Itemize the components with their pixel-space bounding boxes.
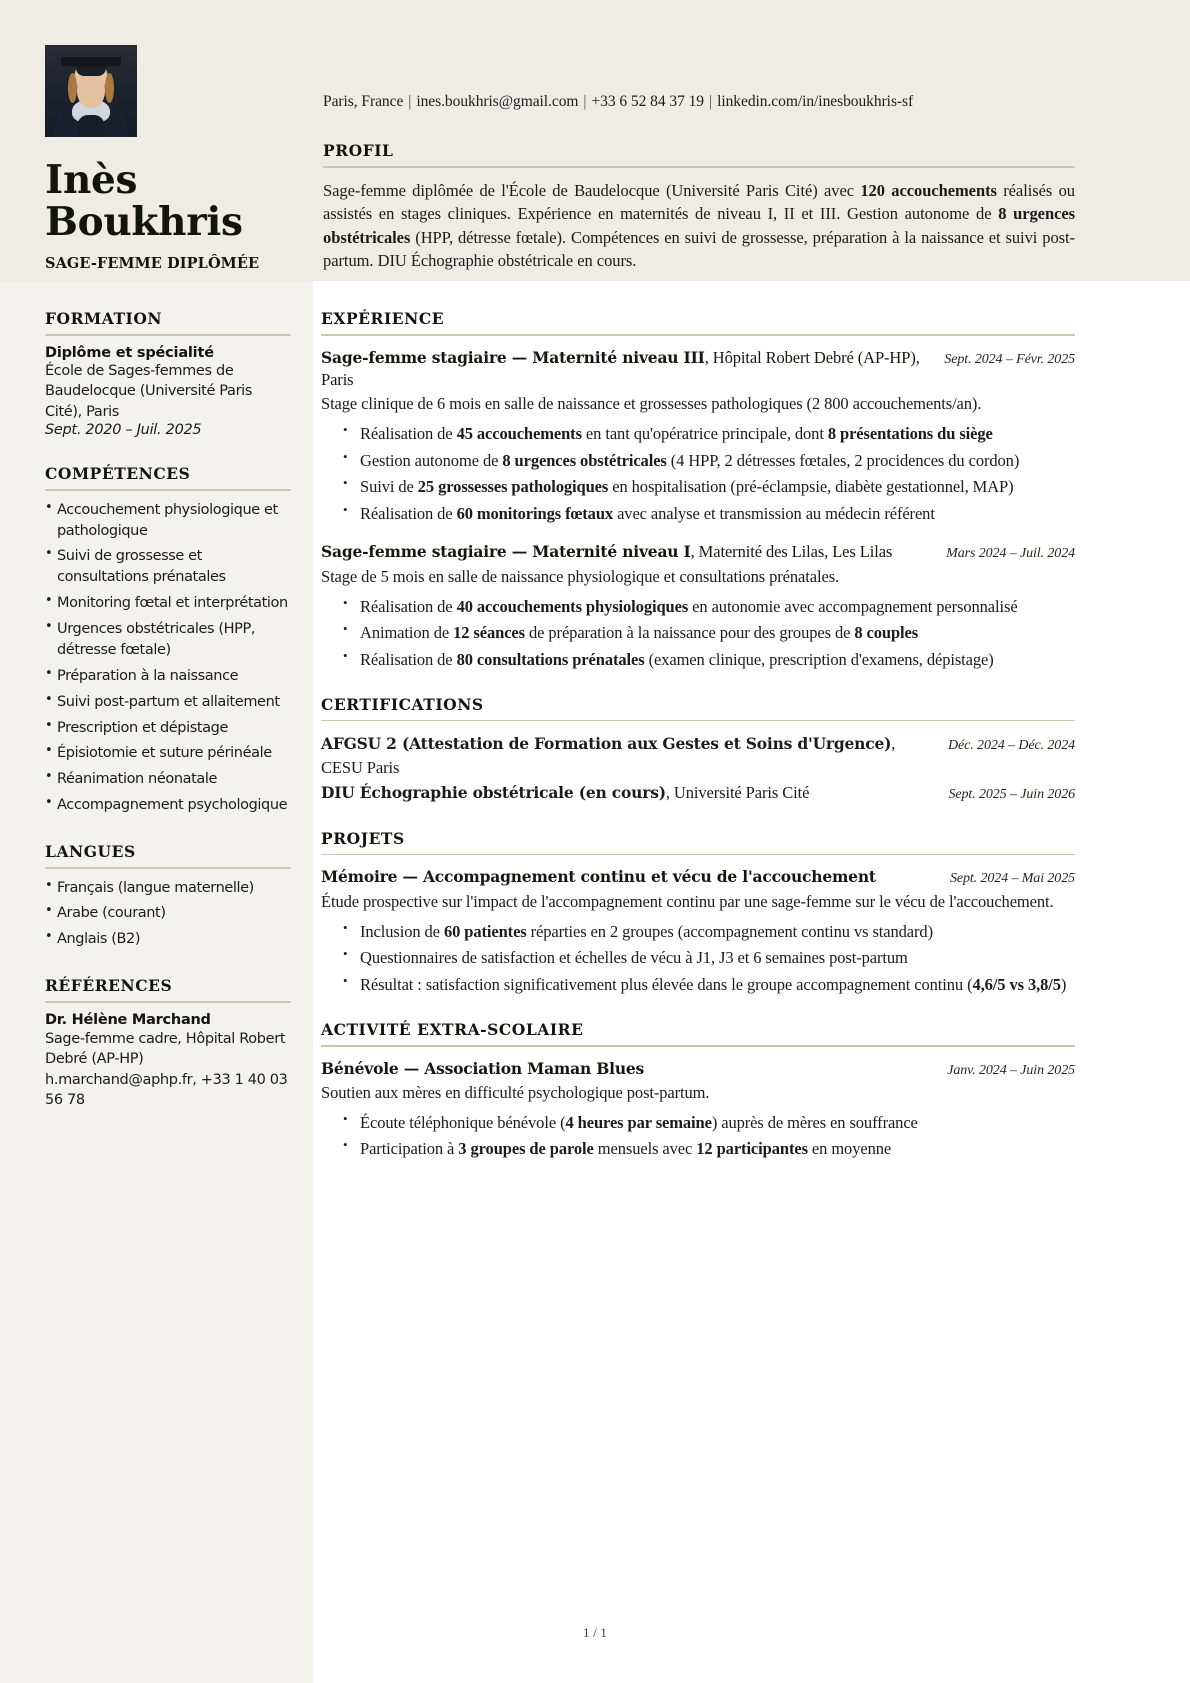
body-text: mensuels avec bbox=[593, 1139, 697, 1159]
contact-separator-2: | bbox=[583, 93, 587, 110]
list-item: • Suivi de grossesse et consultations prénatales bbox=[45, 546, 291, 588]
entry-date: Janv. 2024 – Juin 2025 bbox=[947, 1062, 1075, 1078]
person-role: SAGE-FEMME DIPLÔMÉE bbox=[45, 255, 260, 273]
bullet-item bbox=[343, 946, 1075, 969]
certifications-heading: CERTIFICATIONS bbox=[321, 694, 484, 714]
profile-photo bbox=[45, 45, 137, 137]
sidebar-section-competences bbox=[45, 464, 291, 816]
body-columns bbox=[0, 281, 1190, 1185]
emphasis-text: 120 accouchements bbox=[860, 180, 997, 200]
profile-heading: PROFIL bbox=[323, 141, 394, 160]
competences-heading: COMPÉTENCES bbox=[45, 464, 191, 484]
entry-summary: Étude prospective sur l'impact de l'accompagnement continu par une sage-femme sur le vécu de l'accouchement. bbox=[321, 891, 1054, 911]
body-text: (examen clinique, prescription d'examens, dépistage) bbox=[644, 649, 994, 669]
experience-heading: EXPÉRIENCE bbox=[321, 309, 445, 328]
contact-linkedin[interactable]: linkedin.com/in/inesboukhris-sf bbox=[717, 93, 914, 110]
emphasis-text: 40 accouchements physiologiques bbox=[456, 596, 689, 616]
bullet-item bbox=[343, 449, 1075, 472]
bullet-item bbox=[343, 1137, 1075, 1160]
certification-text bbox=[321, 732, 934, 779]
header-details bbox=[313, 0, 1190, 273]
extra-scolaire-heading: ACTIVITÉ EXTRA-SCOLAIRE bbox=[321, 1020, 584, 1040]
contact-location: Paris, France bbox=[323, 93, 404, 110]
formation-organization: École de Sages-femmes de Baudelocque (Université Paris Cité), Paris bbox=[45, 362, 253, 420]
body-text: (HPP, détresse fœtale). Compétences en suivi de grossesse, préparation à la naissance et suivi post-partum. DIU Échographie obstétricale en cours. bbox=[323, 227, 1075, 271]
certification-date: Sept. 2025 – Juin 2026 bbox=[948, 787, 1075, 803]
list-item: • Suivi post-partum et allaitement bbox=[45, 692, 291, 713]
entry-header bbox=[321, 866, 1075, 888]
body-text: en autonomie avec accompagnement personnalisé bbox=[688, 596, 1018, 616]
bullet-item bbox=[343, 973, 1075, 996]
entry-title-bold: Sage-femme stagiaire — Maternité niveau III bbox=[321, 347, 705, 367]
entry-bullet-list bbox=[321, 1111, 1075, 1161]
list-item: • Préparation à la naissance bbox=[45, 666, 291, 687]
reference-name: Dr. Hélène Marchand bbox=[45, 1011, 211, 1028]
emphasis-text: 4 heures par semaine bbox=[565, 1113, 712, 1133]
certification-organization: , CESU Paris bbox=[321, 734, 896, 777]
langues-divider bbox=[45, 867, 291, 869]
entry-date: Sept. 2024 – Mai 2025 bbox=[949, 871, 1075, 887]
entry-summary: Stage clinique de 6 mois en salle de naissance et grossesses pathologiques (2 800 accouchements/an). bbox=[321, 394, 982, 414]
entry-header bbox=[321, 347, 1075, 392]
entry-title-rest: , Hôpital Robert Debré (AP-HP), Paris bbox=[321, 347, 920, 389]
certification-row bbox=[321, 781, 1075, 804]
body-text: ) auprès de mères en souffrance bbox=[711, 1113, 918, 1133]
reference-contact: h.marchand@aphp.fr, +33 1 40 03 56 78 bbox=[45, 1071, 288, 1109]
projets-divider bbox=[321, 854, 1075, 856]
entry-title-bold: Mémoire — Accompagnement continu et vécu de l'accouchement bbox=[321, 867, 876, 887]
body-text: Participation à bbox=[360, 1139, 459, 1159]
body-text: Écoute téléphonique bénévole ( bbox=[360, 1113, 566, 1133]
entry-bullet-list bbox=[321, 920, 1075, 996]
emphasis-text: 12 participantes bbox=[696, 1139, 808, 1159]
body-text: ) bbox=[1060, 974, 1067, 994]
certification-name: AFGSU 2 (Attestation de Formation aux Gestes et Soins d'Urgence) bbox=[321, 734, 892, 754]
body-text: Réalisation de bbox=[360, 649, 457, 669]
photo-inner-gown-shape bbox=[78, 115, 104, 137]
contact-separator-3: | bbox=[709, 93, 713, 110]
entry-title-bold: Sage-femme stagiaire — Maternité niveau I bbox=[321, 542, 691, 562]
photo-cap-crown-shape bbox=[76, 65, 106, 76]
entry-date: Mars 2024 – Juil. 2024 bbox=[946, 546, 1075, 562]
bullet-item bbox=[343, 621, 1075, 644]
entry-title bbox=[321, 1058, 933, 1080]
body-text: avec analyse et transmission au médecin référent bbox=[613, 503, 935, 523]
list-item: • Anglais (B2) bbox=[45, 929, 291, 950]
sidebar bbox=[0, 281, 313, 1137]
list-item: • Français (langue maternelle) bbox=[45, 878, 291, 899]
section-experience bbox=[321, 309, 1075, 671]
contact-line bbox=[323, 93, 1075, 111]
formation-divider bbox=[45, 334, 291, 336]
entry-header bbox=[321, 541, 1075, 563]
list-item: • Arabe (courant) bbox=[45, 903, 291, 924]
emphasis-text: 12 séances bbox=[453, 623, 525, 643]
body-text: en moyenne bbox=[807, 1139, 892, 1159]
certification-text bbox=[321, 781, 934, 804]
body-text: Gestion autonome de bbox=[360, 450, 503, 470]
body-text: Réalisation de bbox=[360, 503, 457, 523]
entry-title bbox=[321, 541, 932, 563]
list-item: • Prescription et dépistage bbox=[45, 718, 291, 739]
references-divider bbox=[45, 1001, 291, 1003]
entry bbox=[321, 866, 1075, 996]
list-item: • Monitoring fœtal et interprétation bbox=[45, 593, 291, 614]
header bbox=[0, 0, 1190, 281]
photo-hair-left-shape bbox=[68, 73, 77, 103]
section-certifications bbox=[321, 695, 1075, 805]
list-item: • Épisiotomie et suture périnéale bbox=[45, 743, 291, 764]
emphasis-text: 45 accouchements bbox=[456, 424, 582, 444]
photo-face-shape bbox=[77, 74, 105, 108]
emphasis-text: 60 monitorings fœtaux bbox=[456, 503, 614, 523]
emphasis-text: 8 présentations du siège bbox=[827, 424, 993, 444]
body-text: réalisés ou assistés en stages cliniques. Expérience en maternités de niveau I, II et III. Gestion autonome de bbox=[323, 180, 1075, 224]
list-item: • Accouchement physiologique et pathologique bbox=[45, 500, 291, 542]
emphasis-text: 4,6/5 vs 3,8/5 bbox=[972, 974, 1061, 994]
certification-organization: , Université Paris Cité bbox=[665, 783, 810, 803]
person-name bbox=[45, 157, 293, 246]
references-heading: RÉFÉRENCES bbox=[45, 976, 173, 996]
body-text: Animation de bbox=[360, 623, 454, 643]
bullet-item bbox=[343, 475, 1075, 498]
entry-title-bold: Bénévole — Association Maman Blues bbox=[321, 1058, 645, 1078]
emphasis-text: 8 couples bbox=[854, 623, 919, 643]
list-item: • Urgences obstétricales (HPP, détresse fœtale) bbox=[45, 619, 291, 661]
sidebar-section-langues bbox=[45, 842, 291, 950]
entry bbox=[321, 1058, 1075, 1161]
entry-bullet-list bbox=[321, 422, 1075, 525]
entry bbox=[321, 347, 1075, 526]
body-text: Inclusion de bbox=[360, 921, 444, 941]
body-text: Réalisation de bbox=[360, 596, 457, 616]
entry-summary: Stage de 5 mois en salle de naissance physiologique et consultations prénatales. bbox=[321, 566, 840, 586]
reference-position: Sage-femme cadre, Hôpital Robert Debré (AP-HP) bbox=[45, 1030, 286, 1068]
emphasis-text: 60 patientes bbox=[443, 921, 527, 941]
profile-text bbox=[323, 179, 1075, 273]
langues-list bbox=[45, 878, 291, 951]
body-text: en hospitalisation (pré-éclampsie, diabète gestationnel, MAP) bbox=[608, 477, 1014, 497]
experience-entries bbox=[321, 347, 1075, 671]
emphasis-text: 8 urgences obstétricales bbox=[502, 450, 667, 470]
sidebar-section-formation bbox=[45, 309, 291, 438]
list-item: • Réanimation néonatale bbox=[45, 769, 291, 790]
bullet-item bbox=[343, 920, 1075, 943]
bullet-item bbox=[343, 648, 1075, 671]
sidebar-section-references bbox=[45, 976, 291, 1111]
header-identity bbox=[0, 0, 313, 272]
body-text: en tant qu'opératrice principale, dont bbox=[581, 424, 828, 444]
first-name: Inès bbox=[45, 157, 138, 203]
body-text: Réalisation de bbox=[360, 424, 457, 444]
body-text: Questionnaires de satisfaction et échelles de vécu à J1, J3 et 6 semaines post-partum bbox=[360, 948, 908, 968]
certification-row bbox=[321, 732, 1075, 779]
certifications-list bbox=[321, 732, 1075, 804]
body-text: réparties en 2 groupes (accompagnement continu vs standard) bbox=[526, 921, 933, 941]
entry-header bbox=[321, 1058, 1075, 1080]
entry-title bbox=[321, 866, 936, 888]
section-extra-scolaire bbox=[321, 1020, 1075, 1161]
bullet-item bbox=[343, 1111, 1075, 1134]
body-text: (4 HPP, 2 détresses fœtales, 2 procidences du cordon) bbox=[666, 450, 1020, 470]
emphasis-text: 8 urgences obstétricales bbox=[323, 204, 1075, 247]
certification-name: DIU Échographie obstétricale (en cours) bbox=[321, 783, 666, 803]
list-item: • Accompagnement psychologique bbox=[45, 795, 291, 816]
section-projets bbox=[321, 829, 1075, 996]
entry-title-rest: , Maternité des Lilas, Les Lilas bbox=[690, 542, 893, 562]
contact-email[interactable]: ines.boukhris@gmail.com bbox=[416, 93, 579, 110]
extra-scolaire-divider bbox=[321, 1045, 1075, 1047]
main-column bbox=[313, 281, 1190, 1185]
formation-title: Diplôme et spécialité bbox=[45, 344, 214, 361]
entry-bullet-list bbox=[321, 595, 1075, 671]
body-text: de préparation à la naissance pour des groupes de bbox=[524, 623, 855, 643]
graduation-cap-icon bbox=[61, 57, 121, 66]
emphasis-text: 25 grossesses pathologiques bbox=[417, 477, 609, 497]
body-text: Résultat : satisfaction significativement plus élevée dans le groupe accompagnement continu ( bbox=[360, 974, 973, 994]
extra-scolaire-entries bbox=[321, 1058, 1075, 1161]
entry bbox=[321, 541, 1075, 671]
last-name: Boukhris bbox=[45, 199, 243, 246]
competences-divider bbox=[45, 489, 291, 491]
profile-section bbox=[323, 141, 1075, 273]
formation-dates: Sept. 2020 – Juil. 2025 bbox=[45, 422, 202, 439]
experience-divider bbox=[321, 334, 1075, 336]
body-text: Sage-femme diplômée de l'École de Baudelocque (Université Paris Cité) avec bbox=[323, 180, 861, 200]
certifications-divider bbox=[321, 720, 1075, 722]
certification-date: Déc. 2024 – Déc. 2024 bbox=[948, 738, 1075, 754]
bullet-item bbox=[343, 502, 1075, 525]
contact-phone[interactable]: +33 6 52 84 37 19 bbox=[591, 93, 705, 110]
photo-hair-right-shape bbox=[105, 73, 114, 103]
body-text: Suivi de bbox=[360, 477, 418, 497]
emphasis-text: 3 groupes de parole bbox=[458, 1139, 594, 1159]
entry-summary: Soutien aux mères en difficulté psychologique post-partum. bbox=[321, 1082, 710, 1102]
page-footer: 1 / 1 bbox=[582, 1625, 608, 1640]
competences-list bbox=[45, 500, 291, 816]
emphasis-text: 80 consultations prénatales bbox=[456, 649, 645, 669]
projets-heading: PROJETS bbox=[321, 828, 405, 848]
formation-heading: FORMATION bbox=[45, 309, 163, 328]
profile-divider bbox=[323, 166, 1075, 168]
contact-separator-1: | bbox=[408, 93, 412, 110]
entry-date: Sept. 2024 – Févr. 2025 bbox=[944, 351, 1075, 367]
langues-heading: LANGUES bbox=[45, 842, 136, 862]
entry-title bbox=[321, 347, 930, 392]
projets-entries bbox=[321, 866, 1075, 996]
bullet-item bbox=[343, 422, 1075, 445]
bullet-item bbox=[343, 595, 1075, 618]
